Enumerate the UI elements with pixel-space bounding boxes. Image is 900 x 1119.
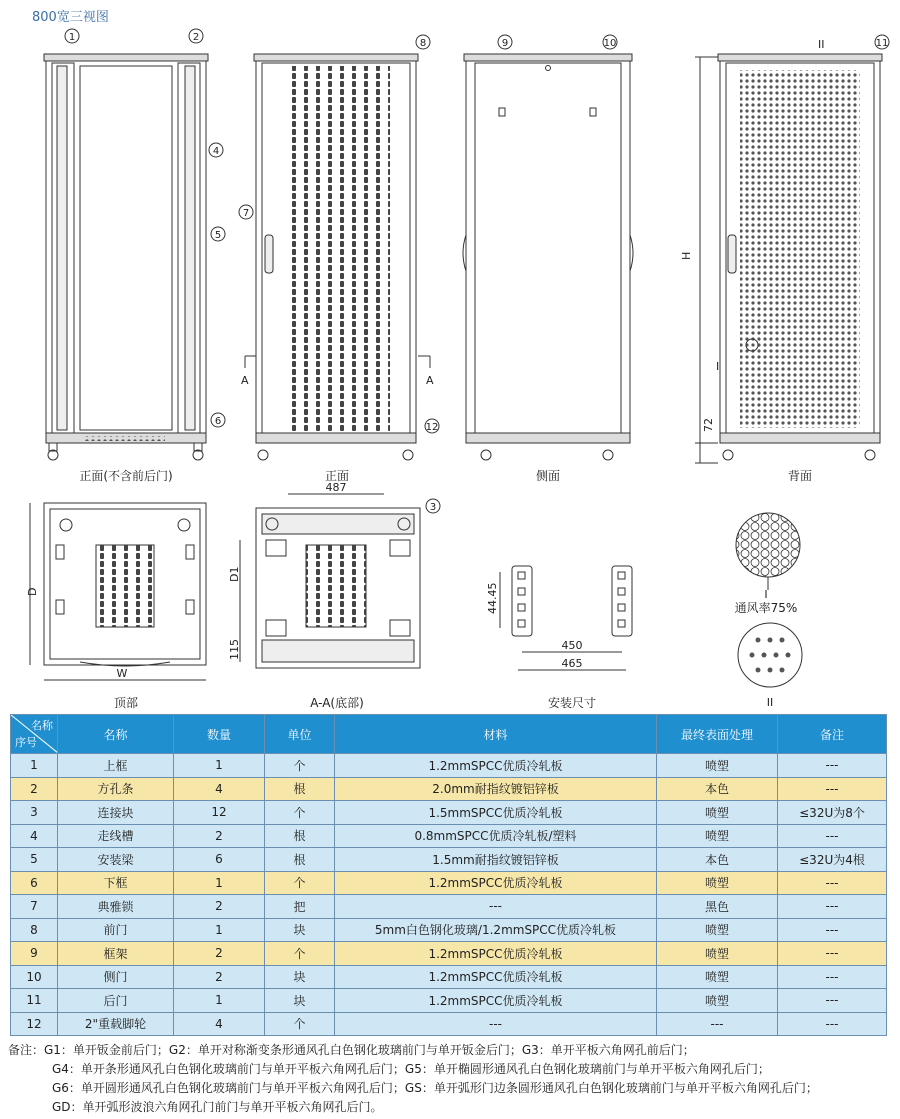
cell-finish: 喷塑: [657, 824, 778, 848]
header-remark: 备注: [778, 715, 887, 754]
cell-finish: 喷塑: [657, 871, 778, 895]
vent-rate: 通风率75%: [734, 601, 798, 615]
cell-unit: 把: [265, 895, 335, 919]
cell-no: 9: [11, 942, 58, 966]
callout-2: 2: [192, 32, 200, 43]
table-row: [11, 801, 887, 825]
cell-remark: ---: [778, 1012, 887, 1036]
cell-unit: 块: [265, 965, 335, 989]
detail-label-1: I: [764, 588, 768, 601]
cell-no: 4: [11, 824, 58, 848]
callout-7: 7: [242, 208, 250, 219]
view-back: [695, 54, 882, 463]
cell-qty: 6: [174, 848, 265, 872]
cell-material: 2.0mm耐指纹镀铝锌板: [335, 777, 657, 801]
cell-remark: ---: [778, 895, 887, 919]
caption-back: 背面: [787, 469, 813, 483]
dim-width: W: [116, 667, 128, 680]
cell-finish: 喷塑: [657, 754, 778, 778]
table-row: [11, 871, 887, 895]
header-seq-top: 名称: [31, 719, 53, 732]
cell-unit: 个: [265, 942, 335, 966]
callout-5: 5: [214, 230, 222, 241]
cell-name: 典雅锁: [58, 895, 174, 919]
cell-unit: 根: [265, 777, 335, 801]
cell-no: 3: [11, 801, 58, 825]
cell-unit: 根: [265, 824, 335, 848]
cell-no: 7: [11, 895, 58, 919]
cell-qty: 12: [174, 801, 265, 825]
cell-name: 后门: [58, 989, 174, 1013]
cell-material: 1.2mmSPCC优质冷轧板: [335, 871, 657, 895]
cell-finish: 喷塑: [657, 801, 778, 825]
header-finish: 最终表面处理: [657, 715, 778, 754]
cell-remark: ---: [778, 824, 887, 848]
cell-no: 11: [11, 989, 58, 1013]
cell-no: 8: [11, 918, 58, 942]
callout-11: 11: [875, 38, 889, 49]
detail-mark-1: I: [716, 360, 720, 373]
section-a-right: A: [426, 374, 434, 387]
cell-finish: 黑色: [657, 895, 778, 919]
cell-finish: 喷塑: [657, 965, 778, 989]
cell-finish: 喷塑: [657, 942, 778, 966]
doc-title: 800宽三视图: [32, 10, 109, 25]
cell-name: 走线槽: [58, 824, 174, 848]
section-a-left: A: [241, 374, 249, 387]
parts-table: [10, 714, 887, 1036]
note-line: 备注：G1：单开钣金前后门；G2：单开对称渐变条形通风孔白色钢化玻璃前门与单开钣金后门；G3：单开平板六角网孔前后门；: [8, 1043, 695, 1057]
cell-remark: ---: [778, 754, 887, 778]
callout-4: 4: [212, 146, 220, 157]
cell-no: 12: [11, 1012, 58, 1036]
header-seq: [11, 715, 58, 754]
cell-name: 上框: [58, 754, 174, 778]
cell-qty: 4: [174, 1012, 265, 1036]
cell-name: 连接块: [58, 801, 174, 825]
detail-honeycomb: [736, 513, 800, 590]
detail-round-holes: [738, 623, 802, 687]
cell-unit: 个: [265, 1012, 335, 1036]
dim-115: 115: [228, 639, 241, 660]
cell-finish: ---: [657, 1012, 778, 1036]
cell-name: 2"重载脚轮: [58, 1012, 174, 1036]
table-row: [11, 989, 887, 1013]
cell-remark: ---: [778, 942, 887, 966]
cell-finish: 本色: [657, 848, 778, 872]
cell-no: 2: [11, 777, 58, 801]
detail-mark-2: II: [818, 38, 825, 51]
cell-qty: 2: [174, 965, 265, 989]
cell-unit: 个: [265, 871, 335, 895]
cell-material: 1.2mmSPCC优质冷轧板: [335, 965, 657, 989]
cell-material: 1.2mmSPCC优质冷轧板: [335, 989, 657, 1013]
view-front-no-door: [44, 54, 208, 460]
cell-qty: 2: [174, 942, 265, 966]
cell-no: 1: [11, 754, 58, 778]
cell-no: 6: [11, 871, 58, 895]
cell-name: 侧门: [58, 965, 174, 989]
cell-remark: ---: [778, 965, 887, 989]
table-row: [11, 848, 887, 872]
cell-name: 方孔条: [58, 777, 174, 801]
dim-4445: 44.45: [486, 582, 499, 614]
table-row: [11, 918, 887, 942]
cell-material: ---: [335, 895, 657, 919]
cell-unit: 根: [265, 848, 335, 872]
table-row: [11, 754, 887, 778]
cell-remark: ---: [778, 777, 887, 801]
cell-name: 框架: [58, 942, 174, 966]
callout-8: 8: [419, 38, 427, 49]
notes: [8, 1041, 898, 1117]
caption-side: 侧面: [535, 469, 561, 483]
cell-unit: 块: [265, 989, 335, 1013]
view-bottom: [240, 494, 420, 668]
view-mount-size: [500, 566, 632, 670]
detail-label-2: II: [766, 696, 774, 709]
dim-height: H: [680, 251, 693, 260]
cell-remark: ---: [778, 918, 887, 942]
cell-qty: 4: [174, 777, 265, 801]
caption-front: 正面: [324, 469, 350, 483]
cell-remark: ≤32U为8个: [778, 801, 887, 825]
cell-qty: 2: [174, 895, 265, 919]
header-seq-bottom: 序号: [15, 736, 37, 749]
table-row: [11, 824, 887, 848]
header-name: 名称: [58, 715, 174, 754]
table-row: [11, 1012, 887, 1036]
cell-qty: 1: [174, 989, 265, 1013]
cell-finish: 本色: [657, 777, 778, 801]
dim-depth: D: [26, 587, 39, 596]
cell-material: 1.5mmSPCC优质冷轧板: [335, 801, 657, 825]
callout-9: 9: [501, 38, 509, 49]
dim-487: 487: [325, 481, 347, 494]
cell-remark: ---: [778, 989, 887, 1013]
cell-material: 0.8mmSPCC优质冷轧板/塑料: [335, 824, 657, 848]
table-row: [11, 965, 887, 989]
caption-front-no-door: 正面(不含前后门): [79, 469, 173, 483]
table-row: [11, 942, 887, 966]
callout-12: 12: [425, 422, 439, 433]
dim-d1: D1: [228, 566, 241, 582]
cell-unit: 块: [265, 918, 335, 942]
cell-qty: 1: [174, 754, 265, 778]
table-header-row: [11, 715, 887, 754]
cell-qty: 1: [174, 871, 265, 895]
caption-top: 顶部: [113, 696, 139, 710]
dim-base-72: 72: [702, 418, 715, 432]
cell-unit: 个: [265, 801, 335, 825]
dim-450: 450: [561, 639, 583, 652]
cell-name: 下框: [58, 871, 174, 895]
caption-mount-size: 安装尺寸: [547, 696, 597, 710]
caption-bottom: A-A(底部): [310, 696, 364, 710]
cell-no: 5: [11, 848, 58, 872]
header-unit: 单位: [265, 715, 335, 754]
header-qty: 数量: [174, 715, 265, 754]
header-material: 材料: [335, 715, 657, 754]
cell-finish: 喷塑: [657, 989, 778, 1013]
callout-10: 10: [603, 38, 617, 49]
cell-unit: 个: [265, 754, 335, 778]
cell-material: 1.5mm耐指纹镀铝锌板: [335, 848, 657, 872]
note-line: G6：单开圆形通风孔白色钢化玻璃前门与单开平板六角网孔后门；GS：单开弧形门边条圆形通风孔白色钢化玻璃前门与单开平板六角网孔后门；: [52, 1081, 818, 1095]
cell-remark: ≤32U为4根: [778, 848, 887, 872]
cell-no: 10: [11, 965, 58, 989]
table-row: [11, 895, 887, 919]
callout-6: 6: [214, 416, 222, 427]
view-top: [30, 503, 206, 680]
three-view-drawing: [0, 22, 900, 712]
note-line: G4：单开条形通风孔白色钢化玻璃前门与单开平板六角网孔后门；G5：单开椭圆形通风孔白色钢化玻璃前门与单开平板六角网孔后门；: [52, 1062, 770, 1076]
view-side: [463, 54, 633, 460]
cell-material: 1.2mmSPCC优质冷轧板: [335, 754, 657, 778]
callout-1: 1: [68, 32, 76, 43]
cell-material: 5mm白色钢化玻璃/1.2mmSPCC优质冷轧板: [335, 918, 657, 942]
cell-qty: 1: [174, 918, 265, 942]
cell-name: 安装梁: [58, 848, 174, 872]
table-row: [11, 777, 887, 801]
cell-remark: ---: [778, 871, 887, 895]
cell-qty: 2: [174, 824, 265, 848]
view-front: [242, 54, 430, 460]
callout-3: 3: [429, 502, 437, 513]
note-line: GD：单开弧形波浪六角网孔门前门与单开平板六角网孔后门。: [52, 1100, 383, 1114]
cell-finish: 喷塑: [657, 918, 778, 942]
cell-material: ---: [335, 1012, 657, 1036]
cell-material: 1.2mmSPCC优质冷轧板: [335, 942, 657, 966]
cell-name: 前门: [58, 918, 174, 942]
dim-465: 465: [561, 657, 583, 670]
